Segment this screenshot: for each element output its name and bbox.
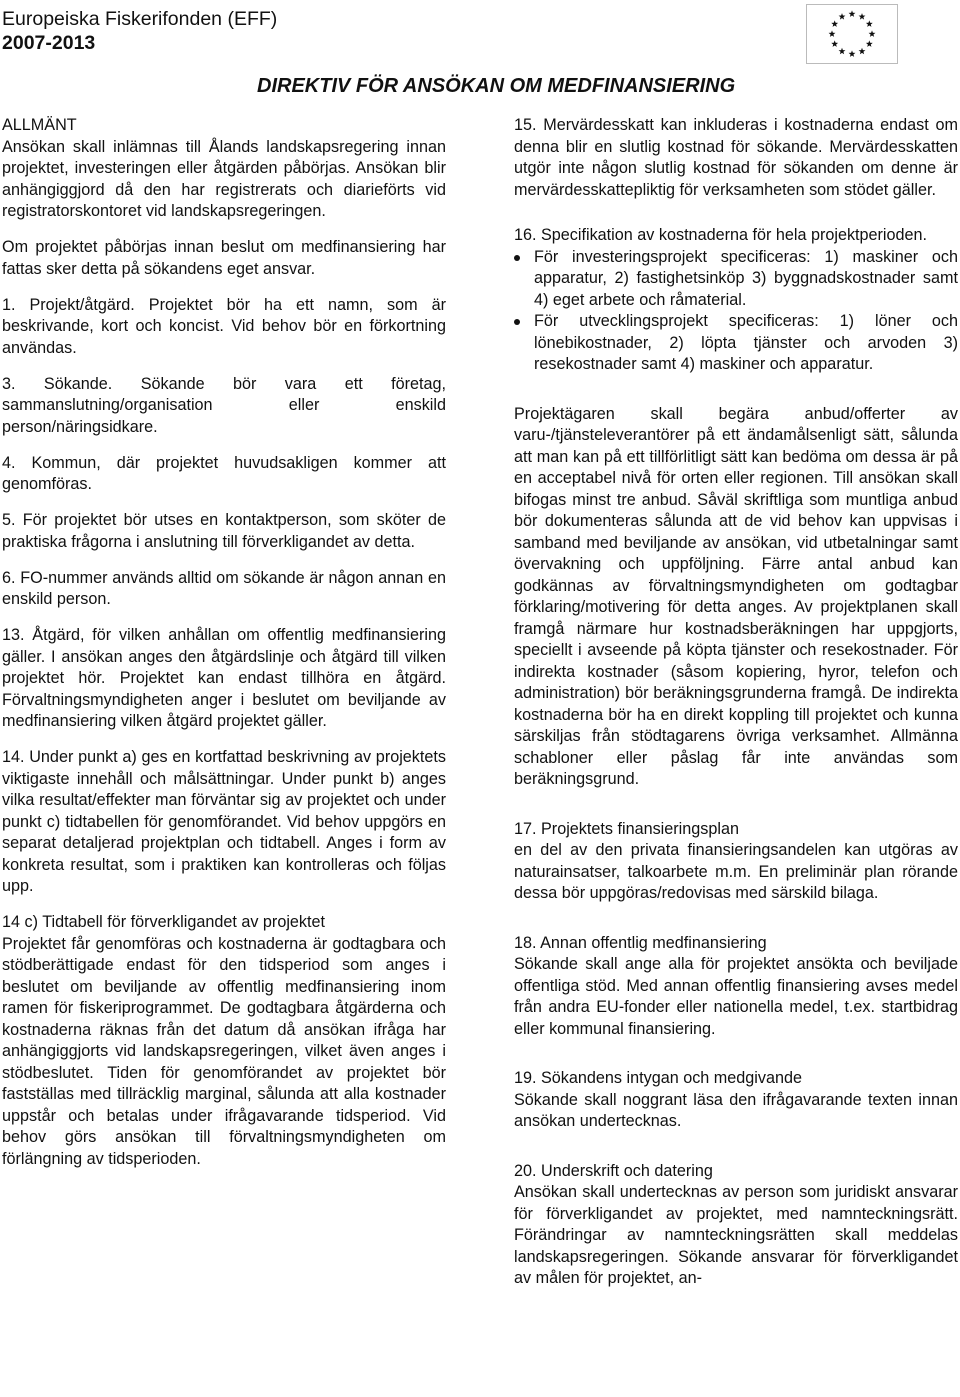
section-19 bbox=[514, 1068, 958, 1133]
section-4: 4. Kommun, där projektet huvudsakligen kommer att genomföras. bbox=[2, 453, 446, 493]
document-title: DIREKTIV FÖR ANSÖKAN OM MEDFINANSIERING bbox=[257, 75, 736, 97]
section-6: 6. FO-nummer används alltid om sökande är någon annan en enskild person. bbox=[2, 568, 446, 608]
org-title: Europeiska Fiskerifonden (EFF) bbox=[2, 8, 278, 30]
bullet-icon bbox=[514, 319, 520, 325]
eu-flag-icon bbox=[806, 4, 898, 64]
start-risk-paragraph: Om projektet påbörjas innan beslut om medfinansiering har fattas sker detta på sökandens eget ansvar. bbox=[2, 238, 446, 278]
section-17-heading: 17. Projektets finansieringsplan bbox=[514, 819, 739, 838]
section-19-text: Sökande skall noggrant läsa den ifrågavarande texten innan ansökan undertecknas. bbox=[514, 1090, 958, 1130]
section-18 bbox=[514, 933, 958, 1041]
bullet-text: För utvecklingsprojekt specificeras: 1) löner och lönebikostnader, 2) löpta tjänster och arvoden 3) resekostnader samt 4) maskiner och apparatur. bbox=[534, 312, 958, 373]
section-1: 1. Projekt/åtgärd. Projektet bör ha ett namn, som är beskrivande, kort och koncist. Vid behov bör en förkortning användas. bbox=[2, 295, 446, 357]
section-14c-text: Projektet får genomföras och kostnaderna är godtagbara och stödberättigade endast för den tidsperiod som anges i beslutet om beviljande av offentlig medfinansiering inom ramen för fiskeriprogrammet. De godtagbara åtgärderna och kostnaderna räknas från det datum då ansökan ifråga har anhängiggjorts vid landskapsregeringen, vilket även anges i stödbeslutet. Tiden för genomförandet av projektet bör fastställas med tillräcklig marginal, sålunda att alla kostnader uppstår och betalas under ifrågavarande tidsperiod. Vid behov görs ansökan till förvaltningsmyndigheten om förlängning av tidsperioden. bbox=[2, 934, 446, 1168]
right-column bbox=[514, 115, 958, 1290]
section-20-text: Ansökan skall undertecknas av person som juridiskt ansvarar för förverkligandet av projektet, med namnteckningsrätt. Förändringar av namnteckningsrätten skall meddelas landskapsregeringen. Sökande ansvarar för förverkligandet av målen för projektet, an- bbox=[514, 1183, 958, 1287]
section-15: 15. Mervärdesskatt kan inkluderas i kostnaderna endast om denna blir en slutlig kostnad för sökande. Mervärdesskatten utgör inte någon slutlig kostnad för sökanden om denne är mervärdesskattepliktig för verksamheten som stödet gäller. bbox=[514, 116, 958, 199]
section-14c bbox=[2, 912, 446, 1170]
section-20 bbox=[514, 1161, 958, 1290]
cost-bullet-list bbox=[514, 247, 958, 376]
section-20-heading: 20. Underskrift och datering bbox=[514, 1161, 713, 1180]
section-14c-heading: 14 c) Tidtabell för förverkligandet av projektet bbox=[2, 913, 326, 931]
general-text: Ansökan skall inlämnas till Ålands landskapsregering innan projektet, investeringen eller åtgärden påbörjas. Ansökan blir anhängiggjord då den har registrerats och diarieförts vid registratorskontoret vid landskapsregeringen. bbox=[2, 137, 446, 220]
section-17 bbox=[514, 819, 958, 905]
section-13: 13. Åtgärd, för vilken anhållan om offentlig medfinansiering gäller. I ansökan anges den åtgärdslinje och åtgärd till vilken projektet hör. Projektet kan endast tillhöra en åtgärd. Förvaltningsmyndigheten anger i beslutet om beviljande av medfinansiering vilken åtgärd projektet gäller. bbox=[2, 626, 446, 730]
program-period: 2007-2013 bbox=[2, 32, 96, 54]
section-19-heading: 19. Sökandens intygan och medgivande bbox=[514, 1069, 802, 1087]
section-18-text: Sökande skall ange alla för projektet ansökta och beviljade offentliga stöd. Med annan offentlig finansiering avses medel från andra EU-fonder eller nationella medel, t.ex. startbidrag eller kommunal finansiering. bbox=[514, 955, 958, 1038]
section-18-heading: 18. Annan offentlig medfinansiering bbox=[514, 933, 767, 952]
left-column bbox=[2, 115, 446, 1185]
general-heading: ALLMÄNT bbox=[2, 116, 77, 134]
general-section bbox=[2, 115, 446, 223]
list-item bbox=[514, 311, 958, 376]
section-3: 3. Sökande. Sökande bör vara ett företag, sammanslutning/organisation eller enskild person/näringsidkare. bbox=[2, 374, 446, 436]
section-17-text: en del av den privata finansieringsandelen kan utgöras av naturainsatser, talkoarbete m.m. En preliminär plan rörande dessa bör uppgöras/redovisas med särskild bilaga. bbox=[514, 841, 958, 902]
procurement-paragraph: Projektägaren skall begära anbud/offerter av varu-/tjänsteleverantörer på ett ändamålsenligt sätt, sålunda att man kan på ett tillförlitligt sätt kan bedöma om dessa är på en acceptabel nivå för orten eller regionen. Till ansökan skall bifogas minst tre anbud. Såväl skriftliga som muntliga anbud bör dokumenteras sålunda att de vid behov kan uppvisas i samband med beviljande av ansökan, vid utbetalningar samt övervakning och uppföljning. Färre antal anbud kan godkännas av förvaltningsmyndigheten om godtagbar förklaring/motivering för detta anges. Av projektplanen skall framgå närmare hur kostnadsberäkningen har uppgjorts, speciellt i avseende på köpta tjänster och resekostnader. För indirekta kostnader (såsom kopiering, hyror, telefon och administration) bör beräkningsgrunderna framgå. De indirekta kostnaderna bör ha en direkt koppling till projektet och kunna särskiljas från stödtagarens övriga verksamhet. Allmänna schabloner eller påslag får inte användas som beräkningsgrund. bbox=[514, 404, 958, 788]
section-14: 14. Under punkt a) ges en kortfattad beskrivning av projektets viktigaste innehåll och målsättningar. Under punkt b) anges vilka resultat/effekter man förväntar sig av projektet och under punkt c) tidtabellen för genomförandet. Vid behov uppgörs en separat detaljerad projektplan och tidtabell. Anges i form av konkreta resultat, som i praktiken kan kontrolleras och följas upp. bbox=[2, 748, 446, 895]
section-16: 16. Specifikation av kostnaderna för hela projektperioden. bbox=[514, 226, 928, 244]
bullet-icon bbox=[514, 255, 520, 261]
section-5: 5. För projektet bör utses en kontaktperson, som sköter de praktiska frågorna i anslutning till förverkligandet av detta. bbox=[2, 511, 446, 551]
bullet-text: För investeringsprojekt specificeras: 1) maskiner och apparatur, 2) fastighetsinköp 3) byggnadskostnader samt 4) eget arbete och råmaterial. bbox=[534, 247, 958, 309]
list-item bbox=[514, 247, 958, 312]
